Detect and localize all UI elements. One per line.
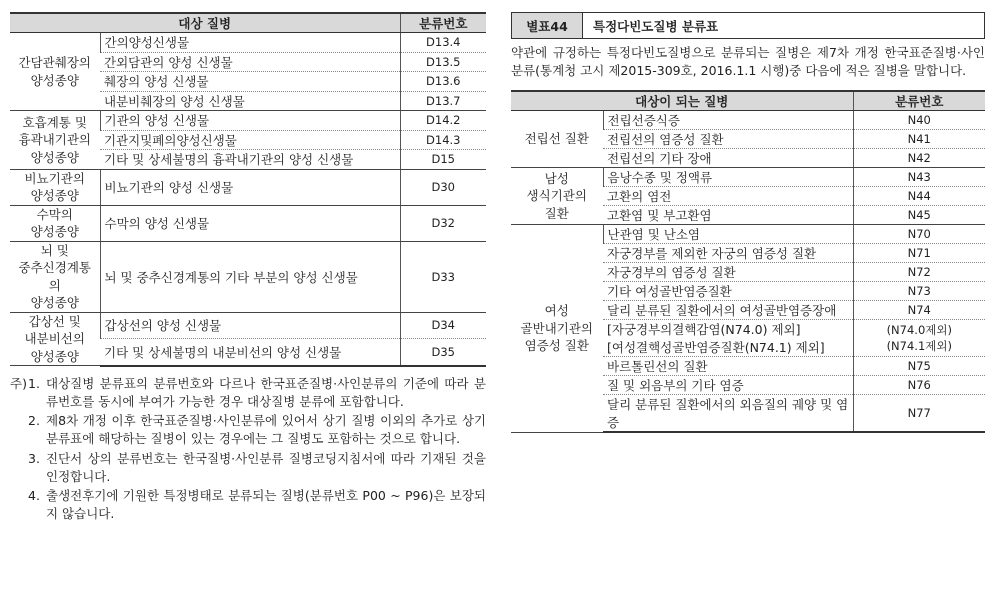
group-label: 수막의 양성종양 xyxy=(10,205,100,241)
frequent-disease-table xyxy=(511,90,985,433)
header-disease: 대상이 되는 질병 xyxy=(511,91,853,111)
classification-code: D34 xyxy=(400,312,486,338)
classification-code: N45 xyxy=(853,206,985,225)
table-row xyxy=(511,168,985,187)
classification-code: N41 xyxy=(853,130,985,149)
classification-code: N73 xyxy=(853,282,985,301)
note-number: 2. xyxy=(28,413,40,429)
header-disease: 대상 질병 xyxy=(10,13,400,33)
group-label: 비뇨기관의 양성종양 xyxy=(10,169,100,205)
note-prefix xyxy=(10,412,28,448)
disease-name: 기관지및폐의양성신생물 xyxy=(100,130,400,150)
table-row xyxy=(10,33,486,53)
classification-code: D15 xyxy=(400,150,486,170)
classification-code: D33 xyxy=(400,241,486,312)
classification-code: D14.2 xyxy=(400,111,486,131)
table-row xyxy=(10,312,486,338)
classification-code: N43 xyxy=(853,168,985,187)
disease-name: 수막의 양성 신생물 xyxy=(100,205,400,241)
table-row xyxy=(10,169,486,205)
disease-name: 췌장의 양성 신생물 xyxy=(100,72,400,92)
note-text: 진단서 상의 분류번호는 한국질병·사인분류 질병코딩지침서에 따라 기재된 것을 인정합니다. xyxy=(46,450,486,484)
disease-name: 고환염 및 부고환염 xyxy=(603,206,853,225)
disease-name: 전립선의 염증성 질환 xyxy=(603,130,853,149)
classification-code: D30 xyxy=(400,169,486,205)
disease-name: 달리 분류된 질환에서의 외음질의 궤양 및 염증 xyxy=(603,395,853,433)
intro-paragraph: 약관에 규정하는 특정다빈도질병으로 분류되는 질병은 제7차 개정 한국표준질병·사인분류(통계청 고시 제2015-309호, 2016.1.1 시행)중 다음에 적은 질병을 말합니다. xyxy=(511,45,985,79)
header-code: 분류번호 xyxy=(400,13,486,33)
table-row xyxy=(511,111,985,130)
note-text: 제8차 개정 이후 한국표준질병·사인분류에 있어서 상기 질병 이외의 추가로 상기 분류표에 해당하는 질병이 있는 경우에는 그 질병도 포함하는 것으로 합니다. xyxy=(46,413,486,447)
note-number: 3. xyxy=(28,450,40,466)
group-label: 갑상선 및 내분비선의 양성종양 xyxy=(10,312,100,366)
classification-code: D32 xyxy=(400,205,486,241)
disease-name: 기관의 양성 신생물 xyxy=(100,111,400,131)
note-number: 1. xyxy=(28,376,40,391)
classification-code: N75 xyxy=(853,357,985,376)
classification-code: N74 xyxy=(853,301,985,320)
disease-name: 갑상선의 양성 신생물 xyxy=(100,312,400,338)
classification-code: D13.5 xyxy=(400,52,486,72)
group-label: 전립선 질환 xyxy=(511,111,603,168)
classification-code: D14.3 xyxy=(400,130,486,150)
header-code: 분류번호 xyxy=(853,91,985,111)
classification-code: D13.6 xyxy=(400,72,486,92)
disease-name: 바르톨린선의 질환 xyxy=(603,357,853,376)
disease-name: 기타 및 상세불명의 흉곽내기관의 양성 신생물 xyxy=(100,150,400,170)
disease-name: 달리 분류된 질환에서의 여성골반염증장애 xyxy=(603,301,853,320)
classification-code: (N74.0제외) (N74.1제외) xyxy=(853,320,985,357)
group-label: 여성 골반내기관의 염증성 질환 xyxy=(511,225,603,433)
note-item xyxy=(10,450,486,486)
left-classification-table xyxy=(10,12,486,367)
disease-name: 간의양성신생물 xyxy=(100,33,400,53)
table-row xyxy=(10,205,486,241)
disease-name: 난관염 및 난소염 xyxy=(603,225,853,244)
table-row xyxy=(511,225,985,244)
disease-name: 음낭수종 및 정액류 xyxy=(603,168,853,187)
classification-code: N70 xyxy=(853,225,985,244)
group-label: 간담관췌장의 양성종양 xyxy=(10,33,100,111)
disease-name: 전립선증식증 xyxy=(603,111,853,130)
note-prefix xyxy=(10,487,28,523)
disease-name: [자궁경부의결핵감염(N74.0) 제외] [여성결핵성골반염증질환(N74.1) 제외] xyxy=(603,320,853,357)
classification-code: N44 xyxy=(853,187,985,206)
classification-code: N40 xyxy=(853,111,985,130)
note-item xyxy=(10,375,486,411)
appendix-title: 특정다빈도질병 분류표 xyxy=(593,18,719,34)
note-number: 4. xyxy=(28,487,40,503)
note-item xyxy=(10,487,486,523)
notes-section xyxy=(10,375,486,524)
disease-name: 고환의 염전 xyxy=(603,187,853,206)
appendix-tag: 별표44 xyxy=(512,13,583,38)
disease-name: 내분비췌장의 양성 신생물 xyxy=(100,91,400,111)
classification-code: N76 xyxy=(853,376,985,395)
classification-code: N71 xyxy=(853,244,985,263)
disease-name: 기타 및 상세불명의 내분비선의 양성 신생물 xyxy=(100,338,400,365)
disease-name: 뇌 및 중추신경계통의 기타 부분의 양성 신생물 xyxy=(100,241,400,312)
note-text: 대상질병 분류표의 분류번호와 다르나 한국표준질병·사인분류의 기준에 따라 분류번호를 동시에 부여가 가능한 경우 대상질병 분류에 포함합니다. xyxy=(46,376,486,410)
group-label: 남성 생식기관의 질환 xyxy=(511,168,603,225)
table-row xyxy=(10,111,486,131)
appendix-title-bar xyxy=(511,12,985,39)
note-text: 출생전후기에 기원한 특정병태로 분류되는 질병(분류번호 P00 ~ P96)은 보장되지 않습니다. xyxy=(46,487,486,521)
group-label: 호흡계통 및 흉곽내기관의 양성종양 xyxy=(10,111,100,170)
disease-name: 전립선의 기타 장애 xyxy=(603,149,853,168)
table-row xyxy=(10,241,486,312)
classification-code: D35 xyxy=(400,338,486,365)
disease-name: 질 및 외음부의 기타 염증 xyxy=(603,376,853,395)
note-prefix xyxy=(10,450,28,486)
classification-code: N72 xyxy=(853,263,985,282)
group-label: 뇌 및 중추신경계통의 양성종양 xyxy=(10,241,100,312)
classification-code: D13.4 xyxy=(400,33,486,53)
note-prefix: 주) xyxy=(10,376,27,391)
disease-name: 비뇨기관의 양성 신생물 xyxy=(100,169,400,205)
classification-code: N77 xyxy=(853,395,985,433)
disease-name: 자궁경부를 제외한 자궁의 염증성 질환 xyxy=(603,244,853,263)
disease-name: 자궁경부의 염증성 질환 xyxy=(603,263,853,282)
disease-name: 간외담관의 양성 신생물 xyxy=(100,52,400,72)
disease-name: 기타 여성골반염증질환 xyxy=(603,282,853,301)
classification-code: N42 xyxy=(853,149,985,168)
classification-code: D13.7 xyxy=(400,91,486,111)
note-item xyxy=(10,412,486,448)
